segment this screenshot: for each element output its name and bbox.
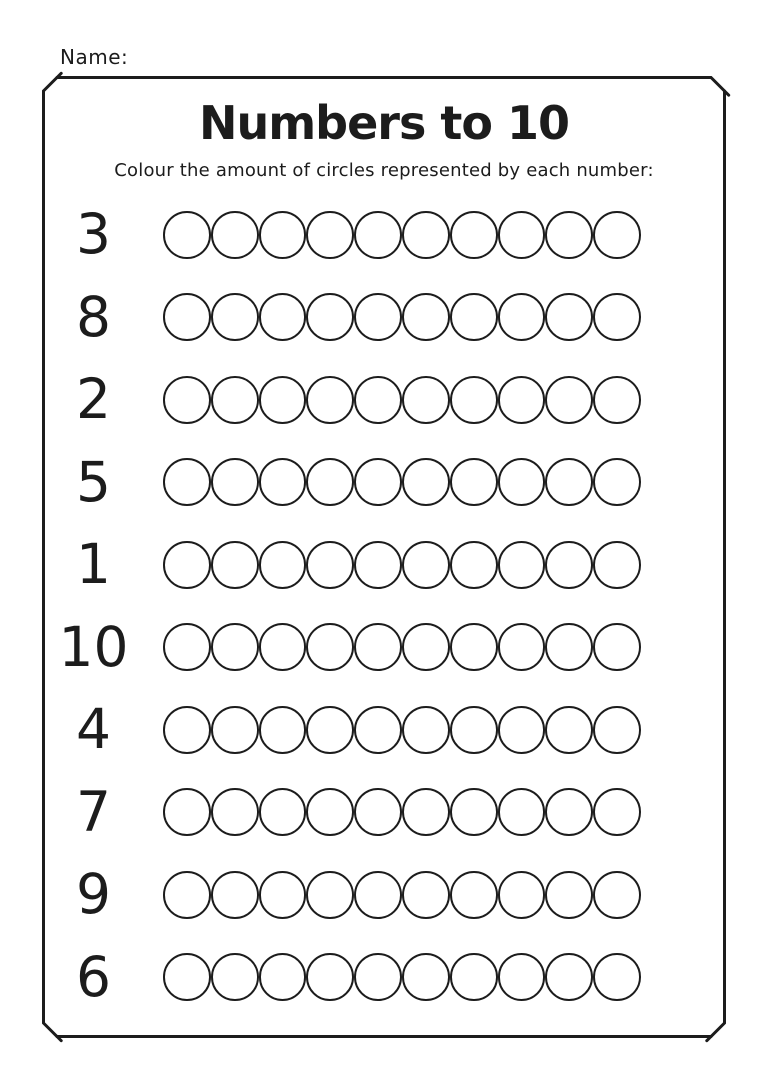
circle [354,871,402,919]
circle [163,871,211,919]
circle-row [163,623,641,671]
worksheet-row [42,779,726,844]
circle [354,541,402,589]
circle [306,623,354,671]
circle [402,706,450,754]
circle [498,706,546,754]
circle [354,458,402,506]
circle [259,458,307,506]
row-number: 9 [76,862,111,927]
circle [211,706,259,754]
circle [498,293,546,341]
circle [450,953,498,1001]
worksheet-row [42,614,726,679]
circle [450,788,498,836]
circle [450,623,498,671]
row-number: 8 [76,284,111,349]
circle [259,376,307,424]
circle [163,211,211,259]
circle [211,623,259,671]
rows-container [42,202,726,1009]
circle [259,871,307,919]
worksheet-row [42,532,726,597]
circle [354,623,402,671]
circle [354,376,402,424]
circle [259,953,307,1001]
circle [402,623,450,671]
circle [545,541,593,589]
circle-row [163,458,641,506]
circle [498,623,546,671]
circle-row [163,706,641,754]
circle [306,788,354,836]
circle [402,293,450,341]
circle [259,541,307,589]
worksheet-row [42,367,726,432]
row-number: 10 [58,614,129,679]
circle [498,458,546,506]
name-label: Name: [60,45,129,69]
circle [545,458,593,506]
circle [306,953,354,1001]
circle [163,376,211,424]
row-number: 2 [76,367,111,432]
circle [498,953,546,1001]
circle [354,293,402,341]
circle [545,623,593,671]
circle [163,541,211,589]
circle [306,376,354,424]
circle [354,788,402,836]
circle [306,541,354,589]
circle [163,953,211,1001]
circle [402,541,450,589]
row-number: 5 [76,449,111,514]
circle [498,541,546,589]
circle [211,293,259,341]
circle [545,293,593,341]
row-number: 6 [76,944,111,1009]
circle-row [163,211,641,259]
circle [259,293,307,341]
circle-row [163,871,641,919]
circle [163,458,211,506]
circle-row [163,541,641,589]
row-number: 7 [76,779,111,844]
circle-row [163,788,641,836]
circle [211,788,259,836]
circle [593,788,641,836]
circle [545,376,593,424]
row-number: 3 [76,202,111,267]
circle [163,293,211,341]
circle [450,458,498,506]
circle [402,376,450,424]
circle [450,871,498,919]
page-title: Numbers to 10 [198,96,569,150]
circle [545,871,593,919]
circle [593,211,641,259]
worksheet-row [42,449,726,514]
circle [450,706,498,754]
worksheet-row [42,202,726,267]
circle [306,706,354,754]
circle [450,376,498,424]
circle [402,953,450,1001]
circle [498,376,546,424]
circle [545,788,593,836]
circle [498,871,546,919]
circle [259,706,307,754]
circle [593,871,641,919]
circle-row [163,953,641,1001]
circle [306,293,354,341]
circle-row [163,293,641,341]
circle [593,953,641,1001]
circle [354,211,402,259]
circle [450,211,498,259]
circle [545,211,593,259]
circle [211,541,259,589]
worksheet-row [42,862,726,927]
worksheet-row [42,284,726,349]
circle [402,871,450,919]
circle [211,458,259,506]
instruction-text: Colour the amount of circles represented by each number: [114,160,654,182]
circle [593,293,641,341]
circle [402,788,450,836]
circle [545,953,593,1001]
circle [163,623,211,671]
circle [259,788,307,836]
circle [450,541,498,589]
circle [593,541,641,589]
circle [593,458,641,506]
circle [211,376,259,424]
row-number: 4 [76,697,111,762]
worksheet-frame [42,76,726,1038]
circle [593,706,641,754]
circle [306,211,354,259]
worksheet-row [42,697,726,762]
circle-row [163,376,641,424]
circle [259,623,307,671]
circle [354,706,402,754]
circle [259,211,307,259]
circle [498,788,546,836]
circle [593,376,641,424]
circle [545,706,593,754]
frame-content [42,76,726,1038]
circle [306,871,354,919]
circle [402,211,450,259]
circle [211,211,259,259]
worksheet-row [42,944,726,1009]
circle [163,788,211,836]
row-number: 1 [76,532,111,597]
circle [593,623,641,671]
circle [306,458,354,506]
circle [498,211,546,259]
circle [402,458,450,506]
circle [450,293,498,341]
circle [211,871,259,919]
circle [163,706,211,754]
circle [354,953,402,1001]
circle [211,953,259,1001]
